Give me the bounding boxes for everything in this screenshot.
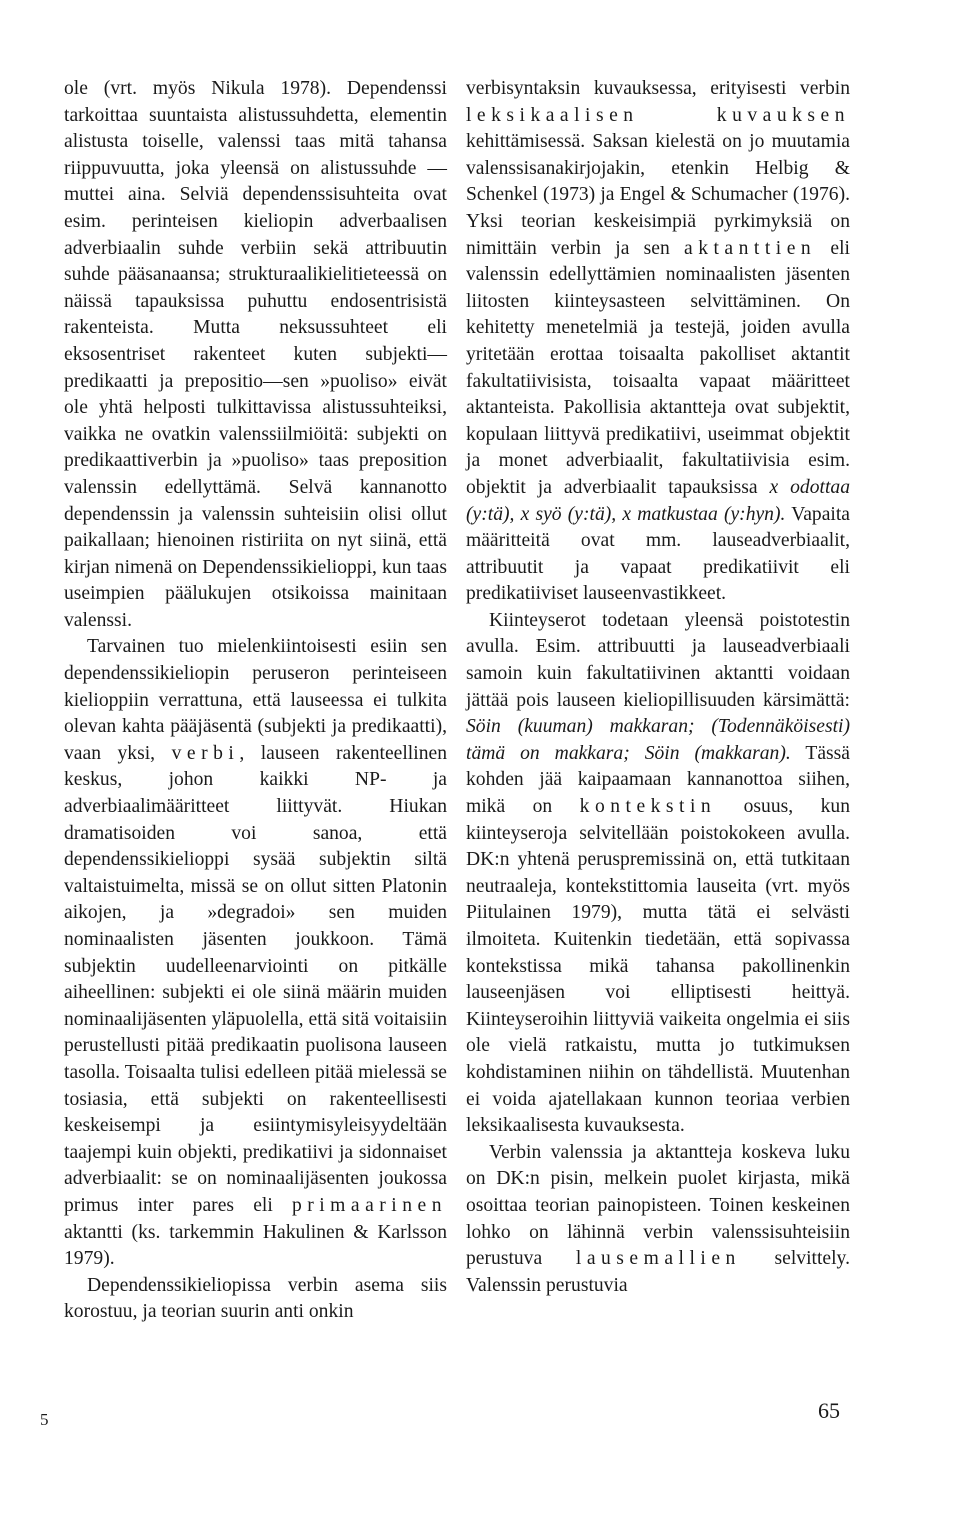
right-p1-text-d: Vapaita määritteitä ovat mm. lauseadverbiaalit, attribuutit ja vapaat predikatiivit eli predikatiiviset lauseenvastikkeet. bbox=[466, 503, 850, 605]
right-paragraph-3 bbox=[466, 1140, 850, 1300]
left-paragraph-2 bbox=[64, 634, 447, 1272]
right-p3-text-b: selvittely. Valenssin perustuvia bbox=[466, 1248, 850, 1296]
right-p1-text-b: kehittämisessä. Saksan kielestä on jo muutamia valenssisanakirjojakin, etenkin Helbig & Schenkel (1973) ja Engel & Schumacher (1976). Yksi teorian keskeisimpiä pyrkimyksiä on nimittäin verbin ja sen bbox=[466, 131, 850, 259]
left-column bbox=[64, 76, 447, 1326]
right-p2-text-a: Kiinteyserot todetaan yleensä poistotestin avulla. Esim. attribuutti ja lauseadverbiaali samoin kuin fakultatiivinen aktantti voidaan jättää pois lauseen kieliopillisuuden kärsimättä: bbox=[466, 609, 850, 711]
left-p1-text: ole (vrt. myös Nikula 1978). Dependenssi tarkoittaa suuntaista alistussuhdetta, elementin alistusta toiselle, valenssi taas mitä tahansa riippuvuutta, joka yleensä on alistussuhde — muttei aina. Selviä dependenssisuhteita ovat esim. perinteisen kieliopin adverbaalisen adverbiaalin suhde verbiin sekä attribuutin suhde pääsanaansa; strukturaalikielitieteessä on näissä tapauksissa puhuttu endosentrisistä rakenteista. Mutta neksussuhteet eli eksosentriset rakenteet kuten subjekti—predikaatti ja prepositio—sen »puoliso» eivät ole yhtä helposti tulkittavissa alistussuhteiksi, vaikka ne ovatkin valenssiilmiöitä: subjekti on predikaattiverbin ja »puoliso» taas preposition valenssin edellyttämä. Selvä kannanotto dependenssin ja valenssin suhteisiin olisi ollut paikallaan; hienoinen ristiriita on nyt siinä, että kirjan nimenä on Dependenssikielioppi, kun taas useimpien päälukujen otsikoissa mainitaan valenssi. bbox=[64, 78, 447, 631]
right-paragraph-2 bbox=[466, 608, 850, 1140]
left-p2-text-a: Tarvainen tuo mielenkiintoisesti esiin sen dependenssikieliopin peruseron perinteiseen kielioppiin verrattuna, että lauseessa ei tulkita olevan kahta pääjäsentä (subjekti ja predikaatti), vaan yksi, bbox=[64, 636, 447, 764]
left-paragraph-1 bbox=[64, 76, 447, 634]
left-p2-spaced-primaarinen: primaarinen bbox=[291, 1194, 447, 1216]
right-column bbox=[466, 76, 850, 1299]
signature-mark: 5 bbox=[40, 1410, 49, 1429]
right-p2-text-c: osuus, kun kiinteyseroja selvitellään poistokokeen avulla. DK:n yhtenä peruspremissinä on, että tutkitaan neutraaleja, kontekstittomia lauseita (vrt. myös Piitulainen 1979), mutta tätä ei selvästi ilmoiteta. Kuitenkin tiedetään, että sopivassa kontekstissa mikä tahansa pakollinenkin lauseenjäsen voi elliptisesti heittyä. Kiinteyseroihin liittyviä vaikeita ongelmia ei siis ole vielä ratkaistu, mutta jo tutkimuksen kohdistaminen niihin on tähdellistä. Muutenhan ei voida ajatellakaan kunnon teoriaa verbien leksikaalisesta kuvauksesta. bbox=[466, 796, 850, 1137]
right-p2-italic-examples: Söin (kuuman) makkaran; (Todennäköisesti) tämä on makkara; Söin (makkaran). bbox=[466, 716, 850, 764]
right-p2-text-b: Tässä kohden jää kaipaamaan kannanottoa siihen, mikä on bbox=[466, 742, 850, 818]
page-number: 65 bbox=[818, 1398, 840, 1423]
right-p1-spaced-aktanttien: aktanttien bbox=[684, 237, 817, 259]
left-p2-spaced-verbi: verbi bbox=[171, 742, 240, 764]
right-p3-text-a: Verbin valenssia ja aktantteja koskeva luku on DK:n pisin, melkein puolet kirjasta, mikä osoittaa teorian painopisteen. Toinen keskeinen lohko on lähinnä verbin valenssisuhteisiin perustuva bbox=[466, 1141, 850, 1270]
right-paragraph-1 bbox=[466, 76, 850, 608]
left-paragraph-3 bbox=[64, 1273, 447, 1326]
left-p3-text: Dependenssikieliopissa verbin asema siis korostuu, ja teorian suurin anti onkin bbox=[64, 1274, 447, 1323]
right-p1-italic-examples: x odottaa (y:tä), x syö (y:tä), x matkustaa (y:hyn). bbox=[466, 476, 851, 525]
right-p1-spaced-leksikaalisen: leksikaalisen kuvauksen bbox=[466, 104, 850, 126]
right-p3-spaced-lausemallien: lausemallien bbox=[575, 1248, 741, 1270]
right-p2-spaced-kontekstin: kontekstin bbox=[579, 796, 717, 818]
left-p2-text-b: , lauseen rakenteellinen keskus, johon kaikki NP- ja adverbiaalimääritteet liittyvät. Hiukan dramatisoiden voi sanoa, että dependenssikielioppi sysää subjektin siltä valtaistuimelta, missä se on ollut sitten Platonin aikojen, ja »degradoi» sen muiden nominaalisten jäsenten joukkoon. Tämä subjektin uudelleenarviointi on pitkälle aiheellinen: subjekti ei ole siinä määrin muiden nominaalijäsenten yläpuolella, että sitä voitaisiin perustellusti pitää predikaatin puolisona lauseen tasolla. Toisaalta tulisi edelleen pitää mielessä se tosiasia, että subjekti on rakenteellisesti keskeisempi ja esiintymisyleisyydeltään taajempi kuin objekti, predikatiivi ja sidonnaiset adverbiaalit: se on nominaalijäsenten joukossa primus inter pares eli bbox=[64, 742, 447, 1216]
right-p1-text-a: verbisyntaksin kuvauksessa, erityisesti verbin bbox=[466, 78, 850, 99]
left-p2-text-c: aktantti (ks. tarkemmin Hakulinen & Karlsson 1979). bbox=[64, 1221, 447, 1270]
right-p1-text-c: eli valenssin edellyttämien nominaalisten jäsenten liitosten kiinteysasteen selvittäminen. On kehitetty menetelmiä ja testejä, joiden avulla yritetään erottaa toisaalta pakolliset aktantit fakultatiivisista, toisaalta vapaat määritteet aktanteista. Pakollisia aktantteja ovat subjektit, kopulaan liittyvä predikatiivi, useimmat objektit ja monet adverbiaalit, fakultatiivisia esim. objektit ja adverbiaalit tapauksissa bbox=[466, 237, 851, 498]
